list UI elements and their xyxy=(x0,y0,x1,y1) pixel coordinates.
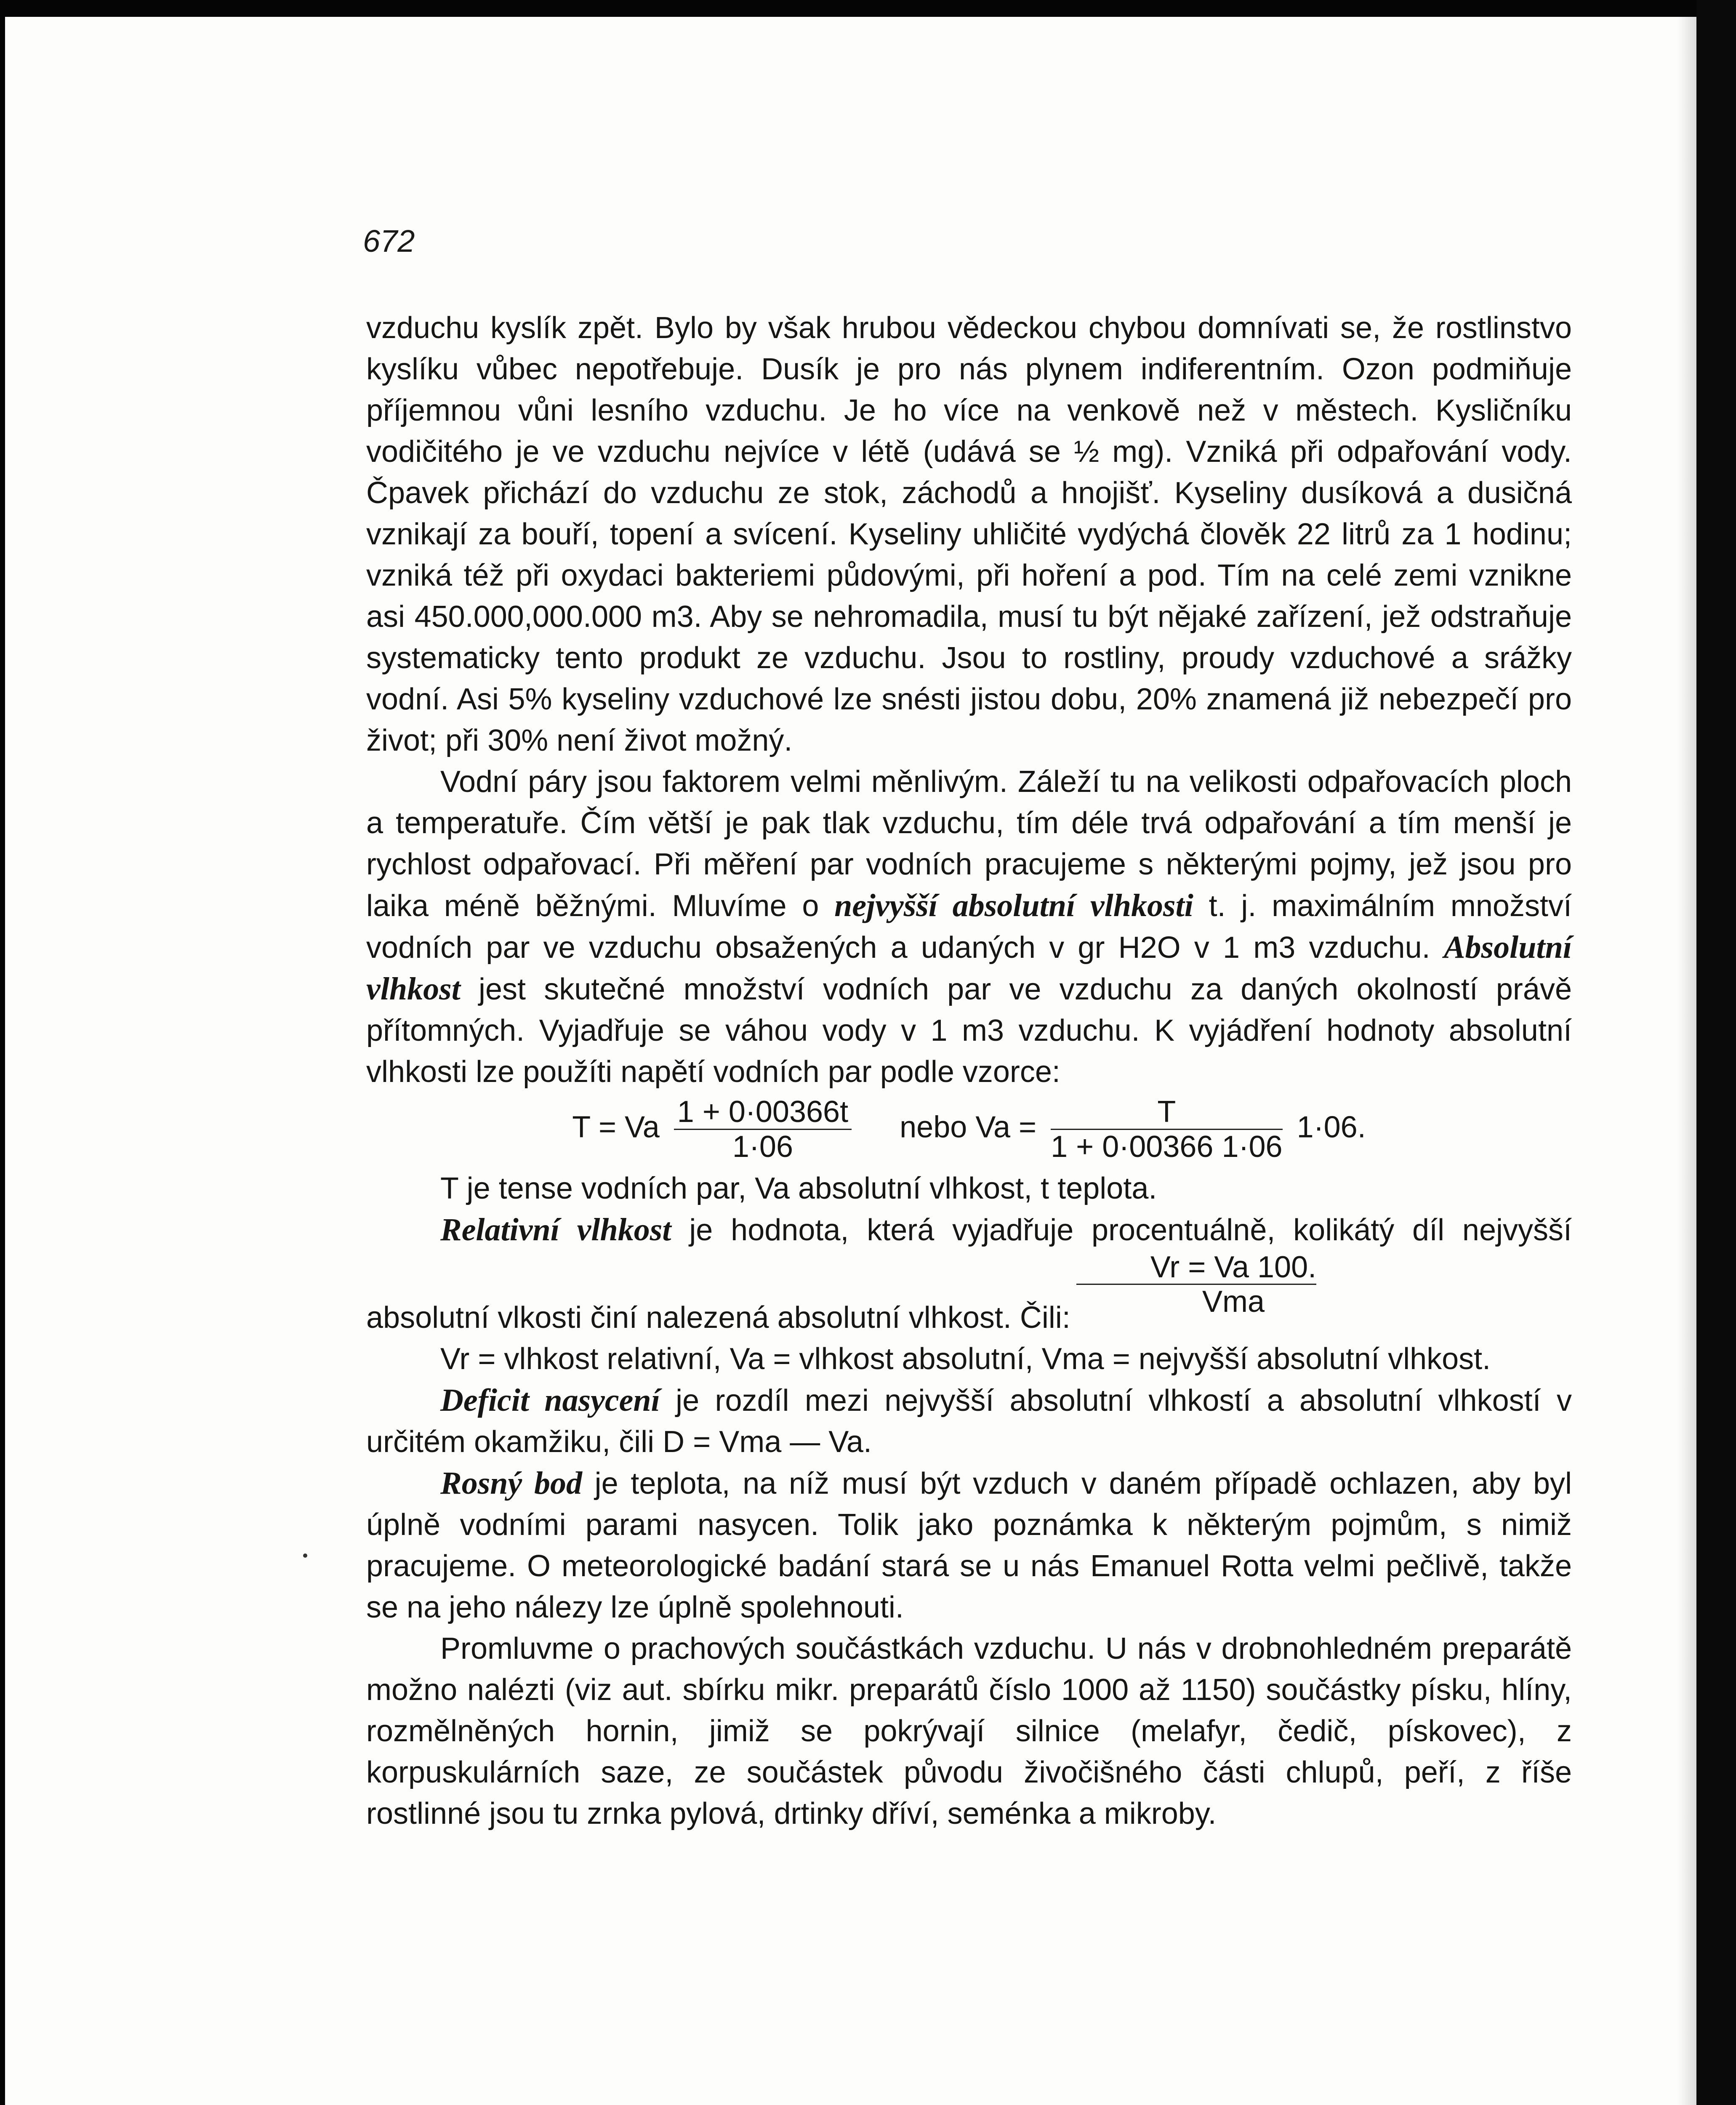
margin-speck xyxy=(303,1553,307,1558)
fraction-denominator: 1·06 xyxy=(732,1130,793,1164)
paragraph-relative-humidity xyxy=(366,1209,1572,1338)
scan-border-right xyxy=(1696,0,1736,2105)
fraction-numerator: T xyxy=(1051,1095,1282,1130)
paragraph-text: je teplota, na níž musí být vzduch v daném případě ochlazen, aby byl úplně vodními parami nasycen. Tolik jako poznámka k některým pojmům, s nimiž pracujeme. O meteorologické badání stará se u nás Emanuel Rotta velmi pečlivě, takže se na jeho nálezy lze úplně spolehnouti. xyxy=(366,1467,1572,1624)
paragraph-dew-point xyxy=(366,1463,1572,1628)
formula-fraction-1 xyxy=(674,1095,852,1164)
paragraph-text: Vodní páry jsou faktorem velmi měnlivým. Záleží tu na velikosti odpařovacích ploch a temperatuře. Čím větší je pak tlak vzduchu, tím déle trvá odpařování a tím menší je rychlost odpařovací. Při měření par vodních pracujeme s některými pojmy, jež jsou pro laika méně běžnými. Mluvíme o xyxy=(366,765,1572,923)
term-dew-point: Rosný bod xyxy=(440,1466,582,1501)
formula-lhs-2: Va = xyxy=(975,1110,1037,1144)
paragraph-water-vapour xyxy=(366,761,1572,1092)
page-number: 672 xyxy=(363,224,415,258)
vapour-tension-formula xyxy=(366,1095,1572,1164)
page-body xyxy=(366,307,1572,1834)
term-relative-humidity: Relativní vlhkost xyxy=(440,1212,671,1247)
paragraph-saturation-deficit xyxy=(366,1380,1572,1463)
fraction-denominator: 1 + 0·00366 1·06 xyxy=(1051,1130,1283,1164)
fraction-numerator: Vr = Va 100. xyxy=(1076,1251,1316,1285)
page-edge-shadow xyxy=(1677,17,1696,2105)
paragraph-oxygen: vzduchu kyslík zpět. Bylo by však hrubou vědeckou chybou domnívati se, že rostlinstvo kyslíku vůbec nepotřebuje. Dusík je pro nás plynem indiferentním. Ozon podmiňuje příjemnou vůni lesního vzduchu. Je ho více na venkově než v městech. Kysličníku vodičitého je ve vzduchu nejvíce v létě (udává se ½ mg). Vzniká při odpařování vody. Čpavek přichází do vzduchu ze stok, záchodů a hnojišť. Kyseliny dusíková a dusičná vznikají za bouří, topení a svícení. Kyseliny uhličité vydýchá člověk 22 litrů za 1 hodinu; vzniká též při oxydaci bakteriemi půdovými, při hoření a pod. Tím na celé zemi vznikne asi 450.000,000.000 m3. Aby se nehromadila, musí tu být nějaké zařízení, jež odstraňuje systematicky tento produkt ze vzduchu. Jsou to rostliny, proudy vzduchové a srážky vodní. Asi 5% kyseliny vzduchové lze snésti jistou dobu, 20% znamená již nebezpečí pro život; při 30% není život možný. xyxy=(366,311,1572,757)
paragraph-text: jest skutečné množství vodních par ve vzduchu za daných okolností právě přítomných. Vyjadřuje se váhou vody v 1 m3 vzduchu. K vyjádření hodnoty absolutní vlhkosti lze použíti napětí vodních par podle vzorce: xyxy=(366,973,1572,1089)
paragraph-tension-legend: T je tense vodních par, Va absolutní vlhkost, t teplota. xyxy=(440,1172,1157,1205)
formula-lhs: T = Va xyxy=(572,1110,660,1144)
formula-or: nebo xyxy=(900,1110,967,1144)
paragraph-text: t. j. maximálním množství vodních par ve vzduchu obsažených a udaných v gr H2O v 1 m3 vzduchu. xyxy=(366,889,1572,965)
paragraph-text: je rozdíl mezi nejvyšší absolutní vlhkostí a absolutní vlhkostí v určitém okamžiku, čili D = Vma — Va. xyxy=(366,1384,1572,1459)
paragraph-dust-particles: Promluvme o prachových součástkách vzduchu. U nás v drobnohledném preparátě možno nalézti (viz aut. sbírku mikr. preparátů číslo 1000 až 1150) součástky písku, hlíny, rozmělněných hornin, jimiž se pokrývají silnice (melafyr, čedič, pískovec), z korpuskulárních saze, ze součástek původu živočišného části chlupů, peří, z říše rostlinné jsou tu zrnka pylová, drtinky dříví, seménka a mikroby. xyxy=(366,1632,1572,1831)
formula-tail: 1·06. xyxy=(1297,1110,1366,1144)
scan-border-left xyxy=(0,0,5,2105)
term-saturation-deficit: Deficit nasycení xyxy=(440,1383,660,1418)
fraction-denominator: Vma xyxy=(1202,1285,1265,1319)
formula-fraction-2 xyxy=(1051,1095,1282,1164)
term-absolute-humidity: Absolutní vlhkost xyxy=(366,930,1572,1007)
term-max-absolute-humidity: nejvyšší absolutní vlhkosti xyxy=(834,888,1193,923)
fraction-numerator: 1 + 0·00366t xyxy=(674,1095,852,1130)
relative-humidity-formula xyxy=(1076,1251,1316,1319)
paragraph-humidity-legend: Vr = vlhkost relativní, Va = vlhkost absolutní, Vma = nejvyšší absolutní vlhkost. xyxy=(440,1342,1491,1376)
scan-border-top xyxy=(0,0,1736,17)
paragraph-text: je hodnota, která vyjadřuje procentuálně, kolikátý díl nejvyšší absolutní vlkosti činí nalezená absolutní vlhkost. Čili: xyxy=(366,1213,1572,1335)
